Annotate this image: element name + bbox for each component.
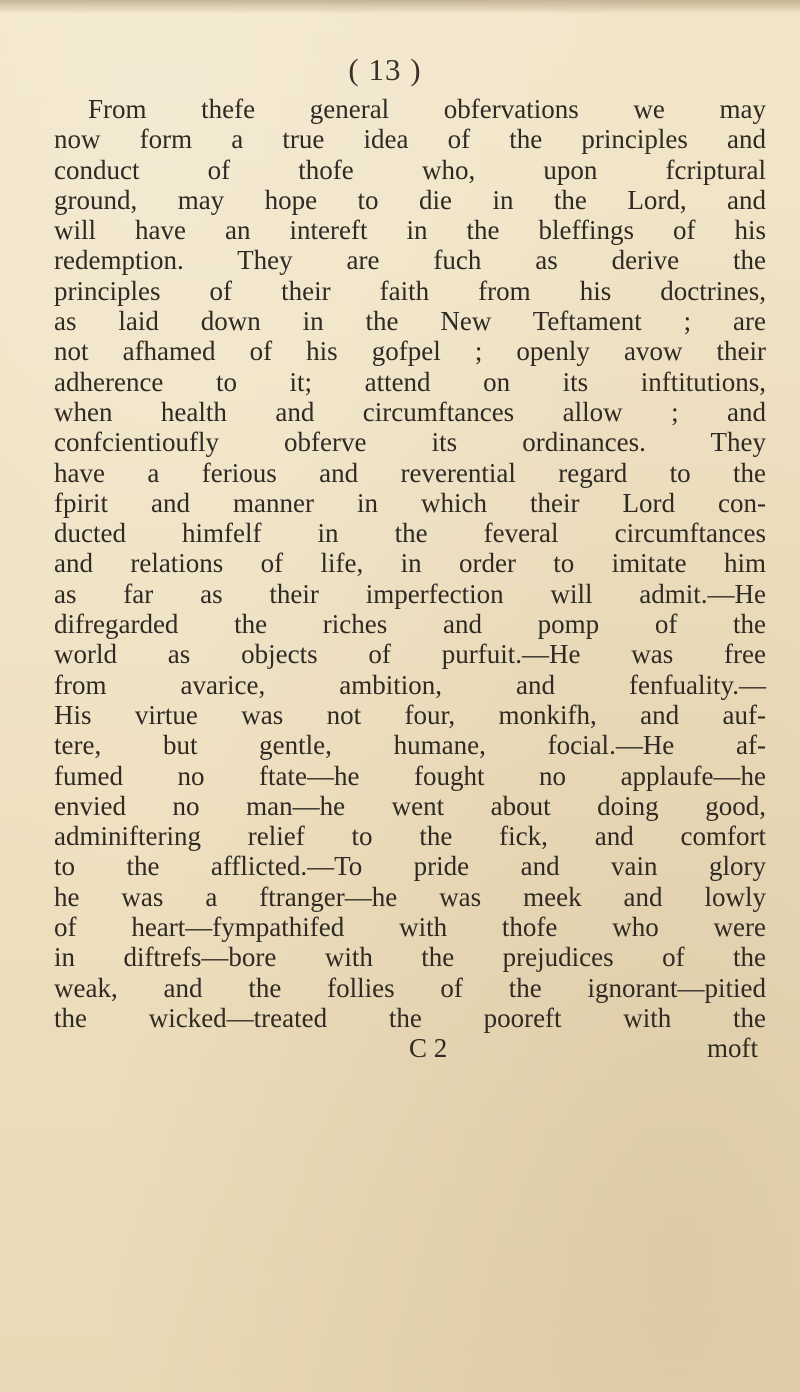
text-line: he was a ftranger—he was meek and lowly (54, 881, 766, 912)
text-line: fpirit and manner in which their Lord con- (54, 487, 766, 518)
text-line: confcientioufly obferve its ordinances. They (54, 427, 766, 458)
page-footer (54, 1033, 766, 1063)
text-line: tere, but gentle, humane, focial.—He af- (54, 730, 766, 761)
text-line: the wicked—treated the pooreft with the (54, 1002, 766, 1033)
text-line: difregarded the riches and pomp of the (54, 609, 766, 640)
text-line: as far as their imperfection will admit.—He (54, 578, 766, 609)
text-line: from avarice, ambition, and fenfuality.— (54, 669, 766, 700)
text-line: fumed no ftate—he fought no applaufe—he (54, 760, 766, 791)
text-line: as laid down in the New Teftament ; are (54, 306, 766, 337)
text-line: envied no man—he went about doing good, (54, 790, 766, 821)
text-line: and relations of life, in order to imitate him (54, 548, 766, 579)
page-top-edge (0, 0, 800, 14)
text-line: not afhamed of his gofpel ; openly avow their (54, 336, 766, 367)
text-line: ducted himfelf in the feveral circumftances (54, 518, 766, 549)
body-text (54, 94, 766, 1064)
catchword: moft (707, 1033, 758, 1064)
text-line: when health and circumftances allow ; and (54, 396, 766, 427)
signature-mark: C 2 (409, 1033, 448, 1064)
text-line: in diftrefs—bore with the prejudices of the (54, 942, 766, 973)
text-line: conduct of thofe who, upon fcriptural (54, 154, 766, 185)
text-line: weak, and the follies of the ignorant—pitied (54, 972, 766, 1003)
text-line: His virtue was not four, monkifh, and auf- (54, 699, 766, 730)
text-line: adherence to it; attend on its inftitutions, (54, 366, 766, 397)
text-line: to the afflicted.—To pride and vain glory (54, 851, 766, 882)
text-line: From thefe general obfervations we may (88, 94, 766, 124)
text-line: principles of their faith from his doctrines, (54, 275, 766, 306)
text-line: have a ferious and reverential regard to the (54, 457, 766, 488)
text-line: now form a true idea of the principles and (54, 124, 766, 155)
page-number: ( 13 ) (348, 52, 422, 87)
text-line: adminiftering relief to the fick, and comfort (54, 821, 766, 852)
text-line: of heart—fympathifed with thofe who were (54, 912, 766, 943)
text-line: world as objects of purfuit.—He was free (54, 639, 766, 670)
text-line: will have an intereft in the bleffings of his (54, 215, 766, 246)
text-line: ground, may hope to die in the Lord, and (54, 184, 766, 215)
text-line: redemption. They are fuch as derive the (54, 245, 766, 276)
